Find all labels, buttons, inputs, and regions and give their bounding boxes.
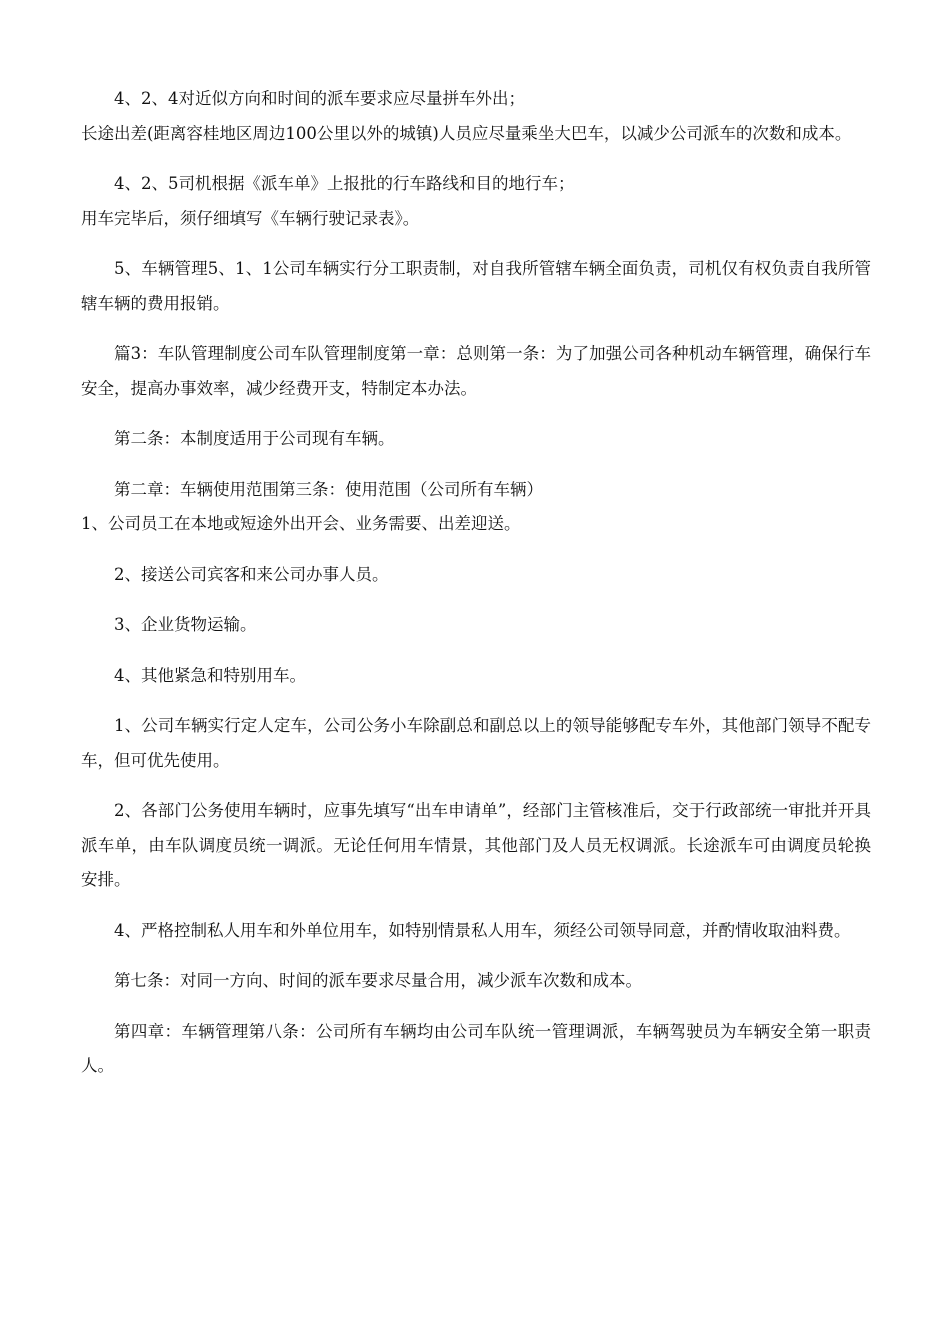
paragraph-4-2-4: 4、2、4对近似方向和时间的派车要求应尽量拼车外出； <box>114 89 525 108</box>
paragraph-private-use: 4、严格控制私人用车和外单位用车，如特别情景私人用车，须经公司领导同意，并酌情收取油料费。 <box>114 920 851 940</box>
paragraph-long-trip: 长途出差(距离容桂地区周边100公里以外的城镇)人员应尽量乘坐大巴车，以减少公司派车的次数和成本。 <box>81 123 852 143</box>
list-item-1: 1、公司员工在本地或短途外出开会、业务需要、出差迎送。 <box>81 514 521 533</box>
paragraph-second-article: 第二条：本制度适用于公司现有车辆。 <box>114 429 395 448</box>
document-page <box>81 82 871 1100</box>
paragraph-chapter-4: 第四章：车辆管理第八条：公司所有车辆均由公司车队统一管理调派，车辆驾驶员为车辆安全第一职责人。 <box>81 1021 871 1075</box>
paragraph-chapter-2: 第二章：车辆使用范围第三条：使用范围（公司所有车辆） <box>114 479 543 499</box>
paragraph-article-7: 第七条：对同一方向、时间的派车要求尽量合用，减少派车次数和成本。 <box>114 971 642 990</box>
paragraph-vehicle-management: 5、车辆管理5、1、1公司车辆实行分工职责制，对自我所管辖车辆全面负责，司机仅有权负责自我所管辖车辆的费用报销。 <box>81 259 871 313</box>
paragraph-dispatch-procedure: 2、各部门公务使用车辆时，应事先填写“出车申请单”，经部门主管核准后，交于行政部统一审批并开具派车单，由车队调度员统一调派。无论任何用车情景，其他部门及人员无权调派。长途派车可由调度员轮换安排。 <box>81 801 871 889</box>
paragraph-article-3: 篇3：车队管理制度公司车队管理制度第一章：总则第一条：为了加强公司各种机动车辆管理，确保行车安全，提高办事效率，减少经费开支，特制定本办法。 <box>81 344 871 398</box>
paragraph-4-2-5: 4、2、5司机根据《派车单》上报批的行车路线和目的地行车； <box>114 174 575 193</box>
list-item-2: 2、接送公司宾客和来公司办事人员。 <box>114 564 389 584</box>
paragraph-after-use: 用车完毕后，须仔细填写《车辆行驶记录表》。 <box>81 208 420 228</box>
list-item-3: 3、企业货物运输。 <box>114 615 257 634</box>
list-item-4: 4、其他紧急和特别用车。 <box>114 665 306 685</box>
paragraph-fixed-driver: 1、公司车辆实行定人定车，公司公务小车除副总和副总以上的领导能够配专车外，其他部门领导不配专车，但可优先使用。 <box>81 716 871 770</box>
